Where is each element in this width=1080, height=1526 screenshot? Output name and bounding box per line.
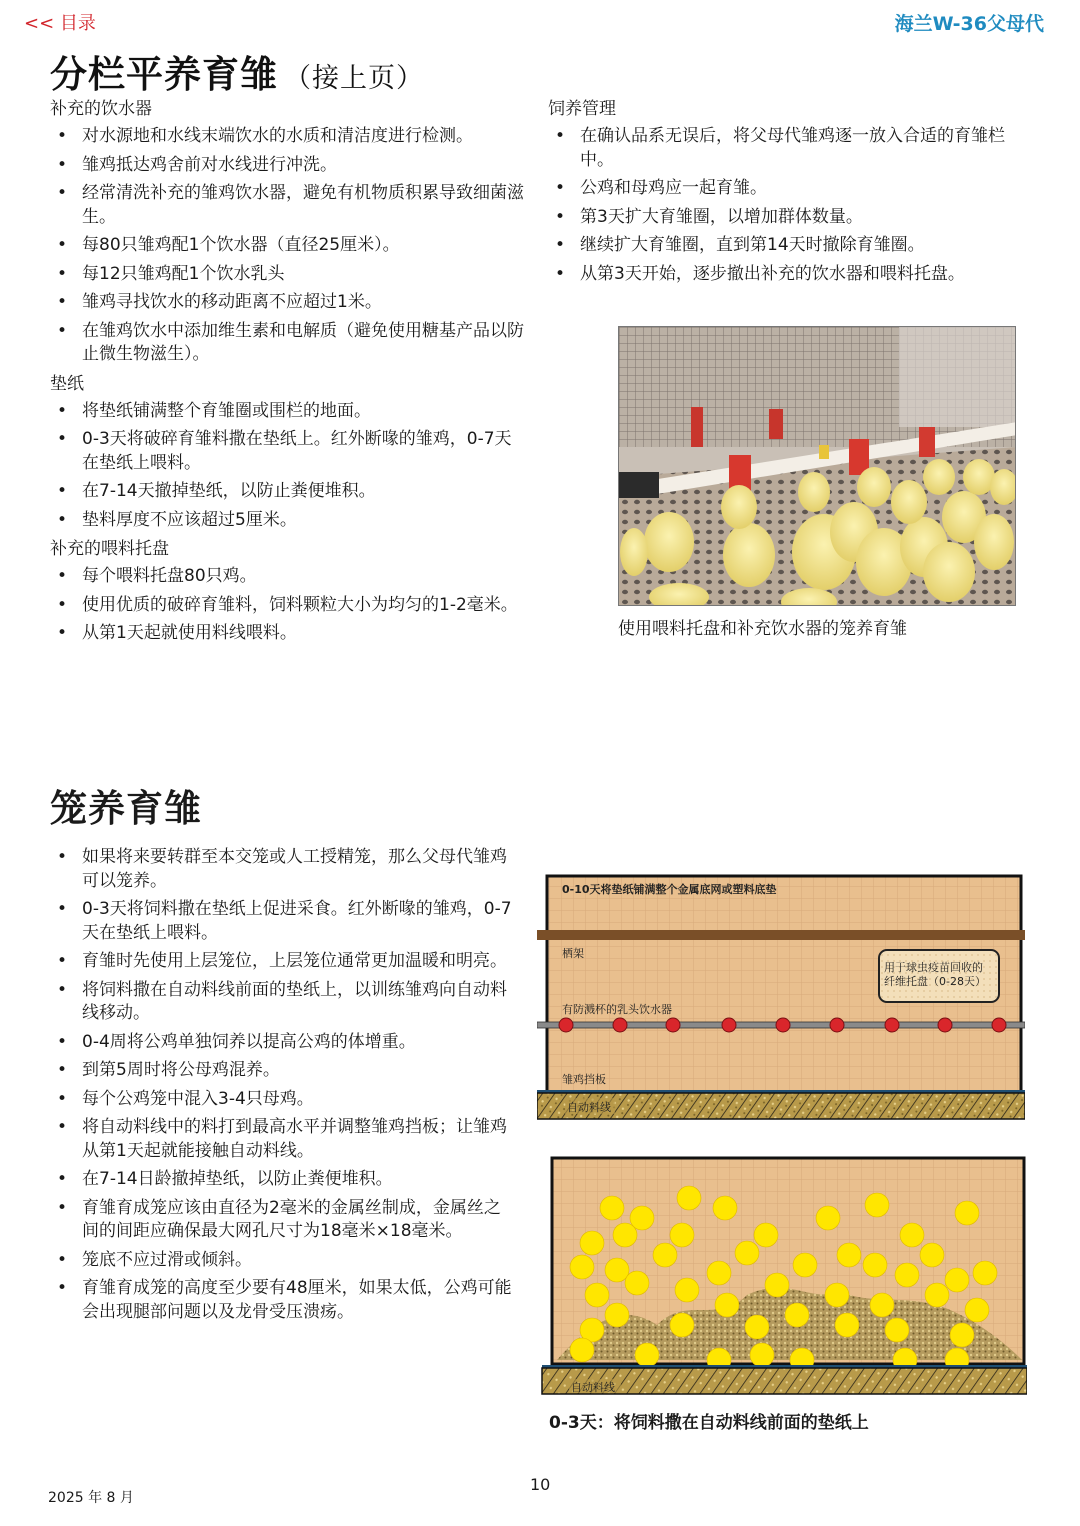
left-column [50, 97, 528, 651]
section-management [548, 97, 1028, 286]
bullet-list [50, 565, 528, 646]
list-item: • 每80只雏鸡配1个饮水器（直径25厘米）。 [57, 235, 400, 255]
cage-layout-diagram [537, 874, 1025, 1122]
list-item: • 育雏时先使用上层笼位，上层笼位通常更加温暖和明亮。 [57, 951, 507, 971]
list-item: • 公鸡和母鸡应一起育雏。 [555, 178, 767, 198]
section-paper [50, 372, 528, 533]
list-item: • 在7-14日龄撤掉垫纸，以防止粪便堆积。 [57, 1169, 393, 1189]
chicks-feeder-diagram [537, 1155, 1027, 1403]
footer-date: 2025 年 8 月 [48, 1490, 134, 1506]
section-title-cage-brooding: 笼养育雏 [50, 787, 202, 830]
diagram-caption: 0-3天：将饲料撒在自动料线前面的垫纸上 [549, 1413, 869, 1433]
table-of-contents-link[interactable]: << 目录 [24, 13, 96, 34]
list-item: • 将自动料线中的料打到最高水平并调整雏鸡挡板；让雏鸡从第1天起就能接触自动料线。 [57, 1117, 507, 1161]
list-item: • 到第5周时将公母鸡混养。 [57, 1060, 280, 1080]
list-item: • 从第1天起就使用料线喂料。 [57, 623, 297, 643]
section-heading: 补充的喂料托盘 [50, 539, 169, 559]
list-item: • 每个喂料托盘80只鸡。 [57, 566, 257, 586]
diagram-label-baffle: 雏鸡挡板 [562, 1073, 606, 1086]
list-item: • 对水源地和水线末端饮水的水质和清洁度进行检测。 [57, 126, 473, 146]
list-item: • 育雏育成笼的高度至少要有48厘米，如果太低，公鸡可能会出现腿部问题以及龙骨受压溃疡。 [57, 1278, 512, 1322]
diagram-label-feeder: 自动料线 [567, 1101, 611, 1114]
diagram-label-tray-2: 纤维托盘（0-28天） [884, 975, 986, 988]
list-item: • 在确认品系无误后，将父母代雏鸡逐一放入合适的育雏栏中。 [555, 126, 1005, 170]
list-item: • 使用优质的破碎育雏料，饲料颗粒大小为均匀的1-2毫米。 [57, 594, 518, 615]
list-item: • 育雏育成笼应该由直径为2毫米的金属丝制成，金属丝之间的间距应确保最大网孔尺寸为18毫米×18毫米。 [57, 1197, 501, 1241]
list-item: • 垫料厚度不应该超过5厘米。 [57, 509, 297, 530]
diagram-label-tray-1: 用于球虫疫苗回收的 [884, 961, 983, 974]
list-item: • 继续扩大育雏圈，直到第14天时撤除育雏圈。 [555, 235, 925, 255]
right-column [548, 97, 1028, 291]
list-item: • 第3天扩大育雏圈，以增加群体数量。 [555, 206, 863, 227]
list-item: • 如果将来要转群至本交笼或人工授精笼，那么父母代雏鸡可以笼养。 [57, 847, 507, 891]
photo-caption: 使用喂料托盘和补充饮水器的笼养育雏 [618, 619, 907, 639]
chicks-photo-illustration [619, 327, 1016, 606]
section-supplemental-feed-trays [50, 537, 528, 646]
list-item: • 将垫纸铺满整个育雏圈或围栏的地面。 [57, 400, 371, 421]
bullet-list [548, 125, 1028, 286]
bullet-list [50, 846, 515, 1324]
diagram-label-paper: 0-10天将垫纸铺满整个金属底网或塑料底垫 [562, 883, 777, 896]
section-heading: 垫纸 [50, 373, 84, 394]
list-item: • 0-3天将饲料撒在垫纸上促进采食。红外断喙的雏鸡，0-7天在垫纸上喂料。 [57, 899, 512, 943]
page-number: 10 [530, 1475, 551, 1494]
list-item: • 在7-14天撤掉垫纸，以防止粪便堆积。 [57, 481, 376, 501]
chicks-cage-photo [618, 326, 1016, 606]
list-item: • 每个公鸡笼中混入3-4只母鸡。 [57, 1088, 314, 1109]
page-title [50, 44, 424, 98]
page-title-continued: （接上页） [284, 63, 424, 94]
list-item: • 经常清洗补充的雏鸡饮水器，避免有机物质积累导致细菌滋生。 [57, 183, 524, 227]
list-item: • 在雏鸡饮水中添加维生素和电解质（避免使用糖基产品以防止微生物滋生）。 [57, 320, 524, 364]
document-label: 海兰W-36父母代 [894, 13, 1044, 35]
list-item: • 从第3天开始，逐步撤出补充的饮水器和喂料托盘。 [555, 263, 965, 284]
bullet-list [50, 125, 528, 367]
bullet-list [50, 400, 528, 533]
page-title-main: 分栏平养育雏 [50, 53, 278, 96]
list-item: • 笼底不应过滑或倾斜。 [57, 1249, 252, 1270]
diagram-label-perch: 栖架 [562, 947, 584, 960]
section-heading: 补充的饮水器 [50, 99, 152, 119]
section-supplemental-drinkers [50, 97, 528, 367]
list-item: • 0-4周将公鸡单独饲养以提高公鸡的体增重。 [57, 1031, 416, 1052]
list-item: • 雏鸡寻找饮水的移动距离不应超过1米。 [57, 292, 382, 312]
list-item: • 0-3天将破碎育雏料撒在垫纸上。红外断喙的雏鸡，0-7天在垫纸上喂料。 [57, 429, 512, 473]
diagram-label-feeder: 自动料线 [571, 1381, 615, 1394]
cage-brooding-column [50, 846, 515, 1329]
diagram-label-nipples: 有防溅杯的乳头饮水器 [562, 1003, 672, 1016]
list-item: • 每12只雏鸡配1个饮水乳头 [57, 263, 285, 284]
section-heading: 饲养管理 [548, 99, 616, 119]
list-item: • 将饲料撒在自动料线前面的垫纸上，以训练雏鸡向自动料线移动。 [57, 979, 507, 1023]
list-item: • 雏鸡抵达鸡舍前对水线进行冲洗。 [57, 154, 337, 175]
